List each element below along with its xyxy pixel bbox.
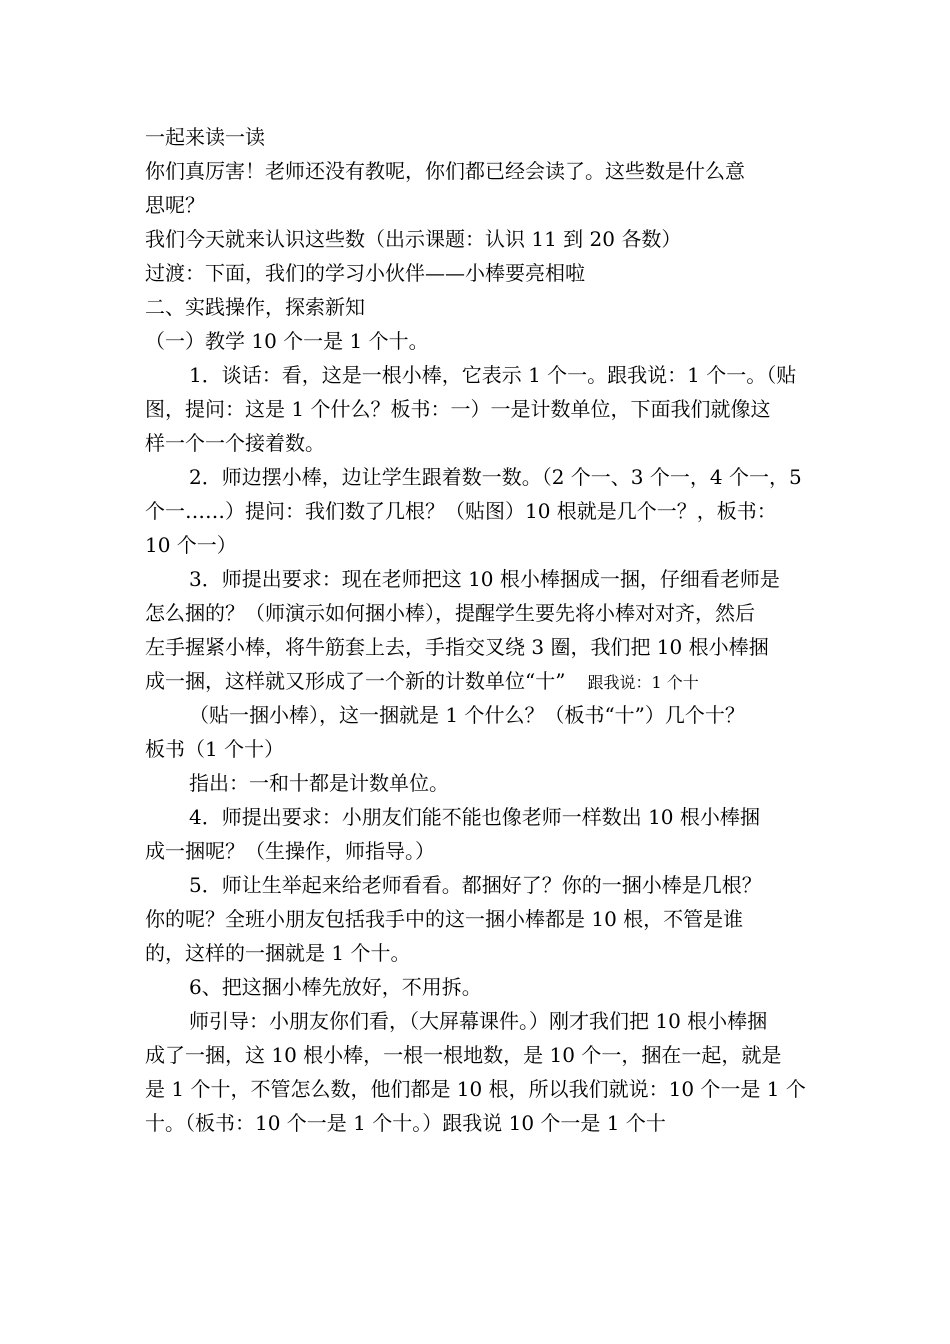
text-line: 的，这样的一捆就是 1 个十。: [145, 941, 411, 965]
text-line: 左手握紧小棒，将牛筋套上去，手指交叉绕 3 圈，我们把 10 根小棒捆: [145, 635, 769, 659]
text-line: 成一捆呢？（生操作，师指导。）: [145, 839, 435, 863]
text-line: 怎么捆的？（师演示如何捆小棒），提醒学生要先将小棒对对齐，然后: [145, 601, 755, 625]
text-line: [145, 664, 807, 698]
text-line: 10 个一）: [145, 533, 237, 557]
text-line: 2．师边摆小棒，边让学生跟着数一数。（2 个一、3 个一，4 个一，5: [189, 465, 802, 489]
text-line: 师引导：小朋友你们看，（大屏幕课件。）刚才我们把 10 根小棒捆: [189, 1009, 768, 1033]
text-line: 一起来读一读: [145, 125, 265, 149]
document-body: [145, 120, 807, 1140]
text-line: 思呢？: [145, 193, 205, 217]
text-line: 过渡：下面，我们的学习小伙伴——小棒要亮相啦: [145, 261, 585, 285]
text-line: 3．师提出要求：现在老师把这 10 根小棒捆成一捆，仔细看老师是: [189, 567, 780, 591]
section-heading: 二、实践操作，探索新知: [145, 295, 365, 319]
text-line: 5．师让生举起来给老师看看。都捆好了？你的一捆小棒是几根？: [189, 873, 762, 897]
text-line: 板书（1 个十）: [145, 737, 285, 761]
text-segment: 成一捆，这样就又形成了一个新的计数单位“十”: [145, 669, 566, 693]
text-line: 图，提问：这是 1 个什么？板书：一）一是计数单位，下面我们就像这: [145, 397, 771, 421]
text-line: 十。（板书：10 个一是 1 个十。）跟我说 10 个一是 1 个十: [145, 1111, 666, 1135]
text-line: 是 1 个十，不管怎么数，他们都是 10 根，所以我们就说：10 个一是 1 个: [145, 1077, 806, 1101]
text-line: 4．师提出要求：小朋友们能不能也像老师一样数出 10 根小棒捆: [189, 805, 760, 829]
text-line: 1．谈话：看，这是一根小棒，它表示 1 个一。跟我说：1 个一。（贴: [189, 363, 797, 387]
text-segment-small: 跟我说：1 个十: [587, 673, 699, 692]
text-line: 我们今天就来认识这些数（出示课题：认识 11 到 20 各数）: [145, 227, 682, 251]
text-line: 你们真厉害！老师还没有教呢，你们都已经会读了。这些数是什么意: [145, 159, 745, 183]
text-line: 你的呢？全班小朋友包括我手中的这一捆小棒都是 10 根，不管是谁: [145, 907, 744, 931]
subsection-heading: （一）教学 10 个一是 1 个十。: [145, 329, 429, 353]
text-line: 6、把这捆小棒先放好，不用拆。: [189, 975, 482, 999]
text-line: 指出：一和十都是计数单位。: [189, 771, 449, 795]
text-line: 个一……）提问：我们数了几根？（贴图）10 根就是几个一？，板书：: [145, 499, 777, 523]
text-line: 样一个一个接着数。: [145, 431, 325, 455]
text-line: 成了一捆，这 10 根小棒，一根一根地数，是 10 个一，捆在一起，就是: [145, 1043, 782, 1067]
text-line: （贴一捆小棒），这一捆就是 1 个什么？（板书“十”）几个十？: [189, 703, 745, 727]
